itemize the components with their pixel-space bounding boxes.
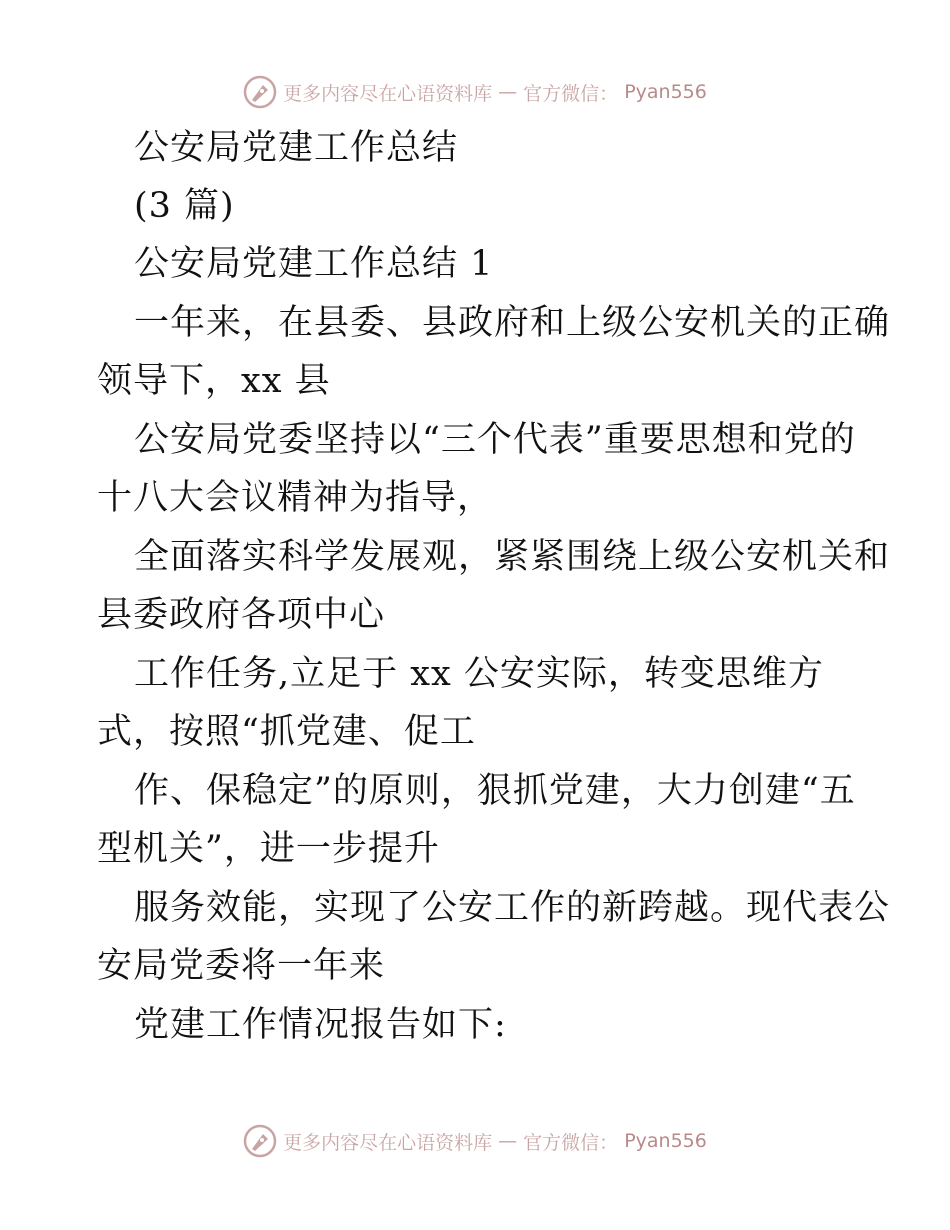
paragraph-line: 作、保稳定”的原则，狠抓党建，大力创建“五 [134, 771, 856, 811]
paragraph-line: 型机关”，进一步提升 [97, 829, 440, 869]
watermark-header [0, 72, 950, 112]
watermark-wechat-id: Pyan556 [624, 81, 707, 103]
paragraph-line: 服务效能，实现了公安工作的新跨越。现代表公 [134, 888, 891, 928]
paragraph-line: 式，按照“抓党建、促工 [97, 712, 476, 752]
watermark-separator: — [498, 81, 518, 103]
watermark-wechat-label: 官方微信： [523, 1131, 619, 1154]
paragraph-line: 一年来，在县委、县政府和上级公安机关的正确 [134, 303, 891, 343]
watermark-text: 更多内容尽在心语资料库 [283, 82, 493, 105]
paragraph-line: 县委政府各项中心 [97, 595, 386, 635]
paragraph-line: 领导下，xx 县 [97, 361, 331, 401]
pen-nib-logo-icon [243, 1124, 277, 1158]
watermark-separator: — [498, 1130, 518, 1152]
document-title: 公安局党建工作总结 [134, 128, 459, 168]
section-title: 公安局党建工作总结 1 [134, 244, 494, 284]
document-subtitle: (3 篇) [134, 186, 235, 226]
watermark-footer [0, 1121, 950, 1161]
watermark-wechat-label: 官方微信： [523, 82, 619, 105]
watermark-wechat-id: Pyan556 [624, 1130, 707, 1152]
pen-nib-logo-icon [243, 75, 277, 109]
paragraph-line: 工作任务,立足于 xx 公安实际，转变思维方 [134, 654, 824, 694]
paragraph-line: 党建工作情况报告如下: [134, 1005, 507, 1045]
paragraph-line: 公安局党委坚持以“三个代表”重要思想和党的 [134, 420, 856, 460]
watermark-text: 更多内容尽在心语资料库 [283, 1131, 493, 1154]
paragraph-line: 十八大会议精神为指导， [97, 478, 494, 518]
paragraph-line: 全面落实科学发展观，紧紧围绕上级公安机关和 [134, 537, 891, 577]
paragraph-line: 安局党委将一年来 [97, 946, 386, 986]
